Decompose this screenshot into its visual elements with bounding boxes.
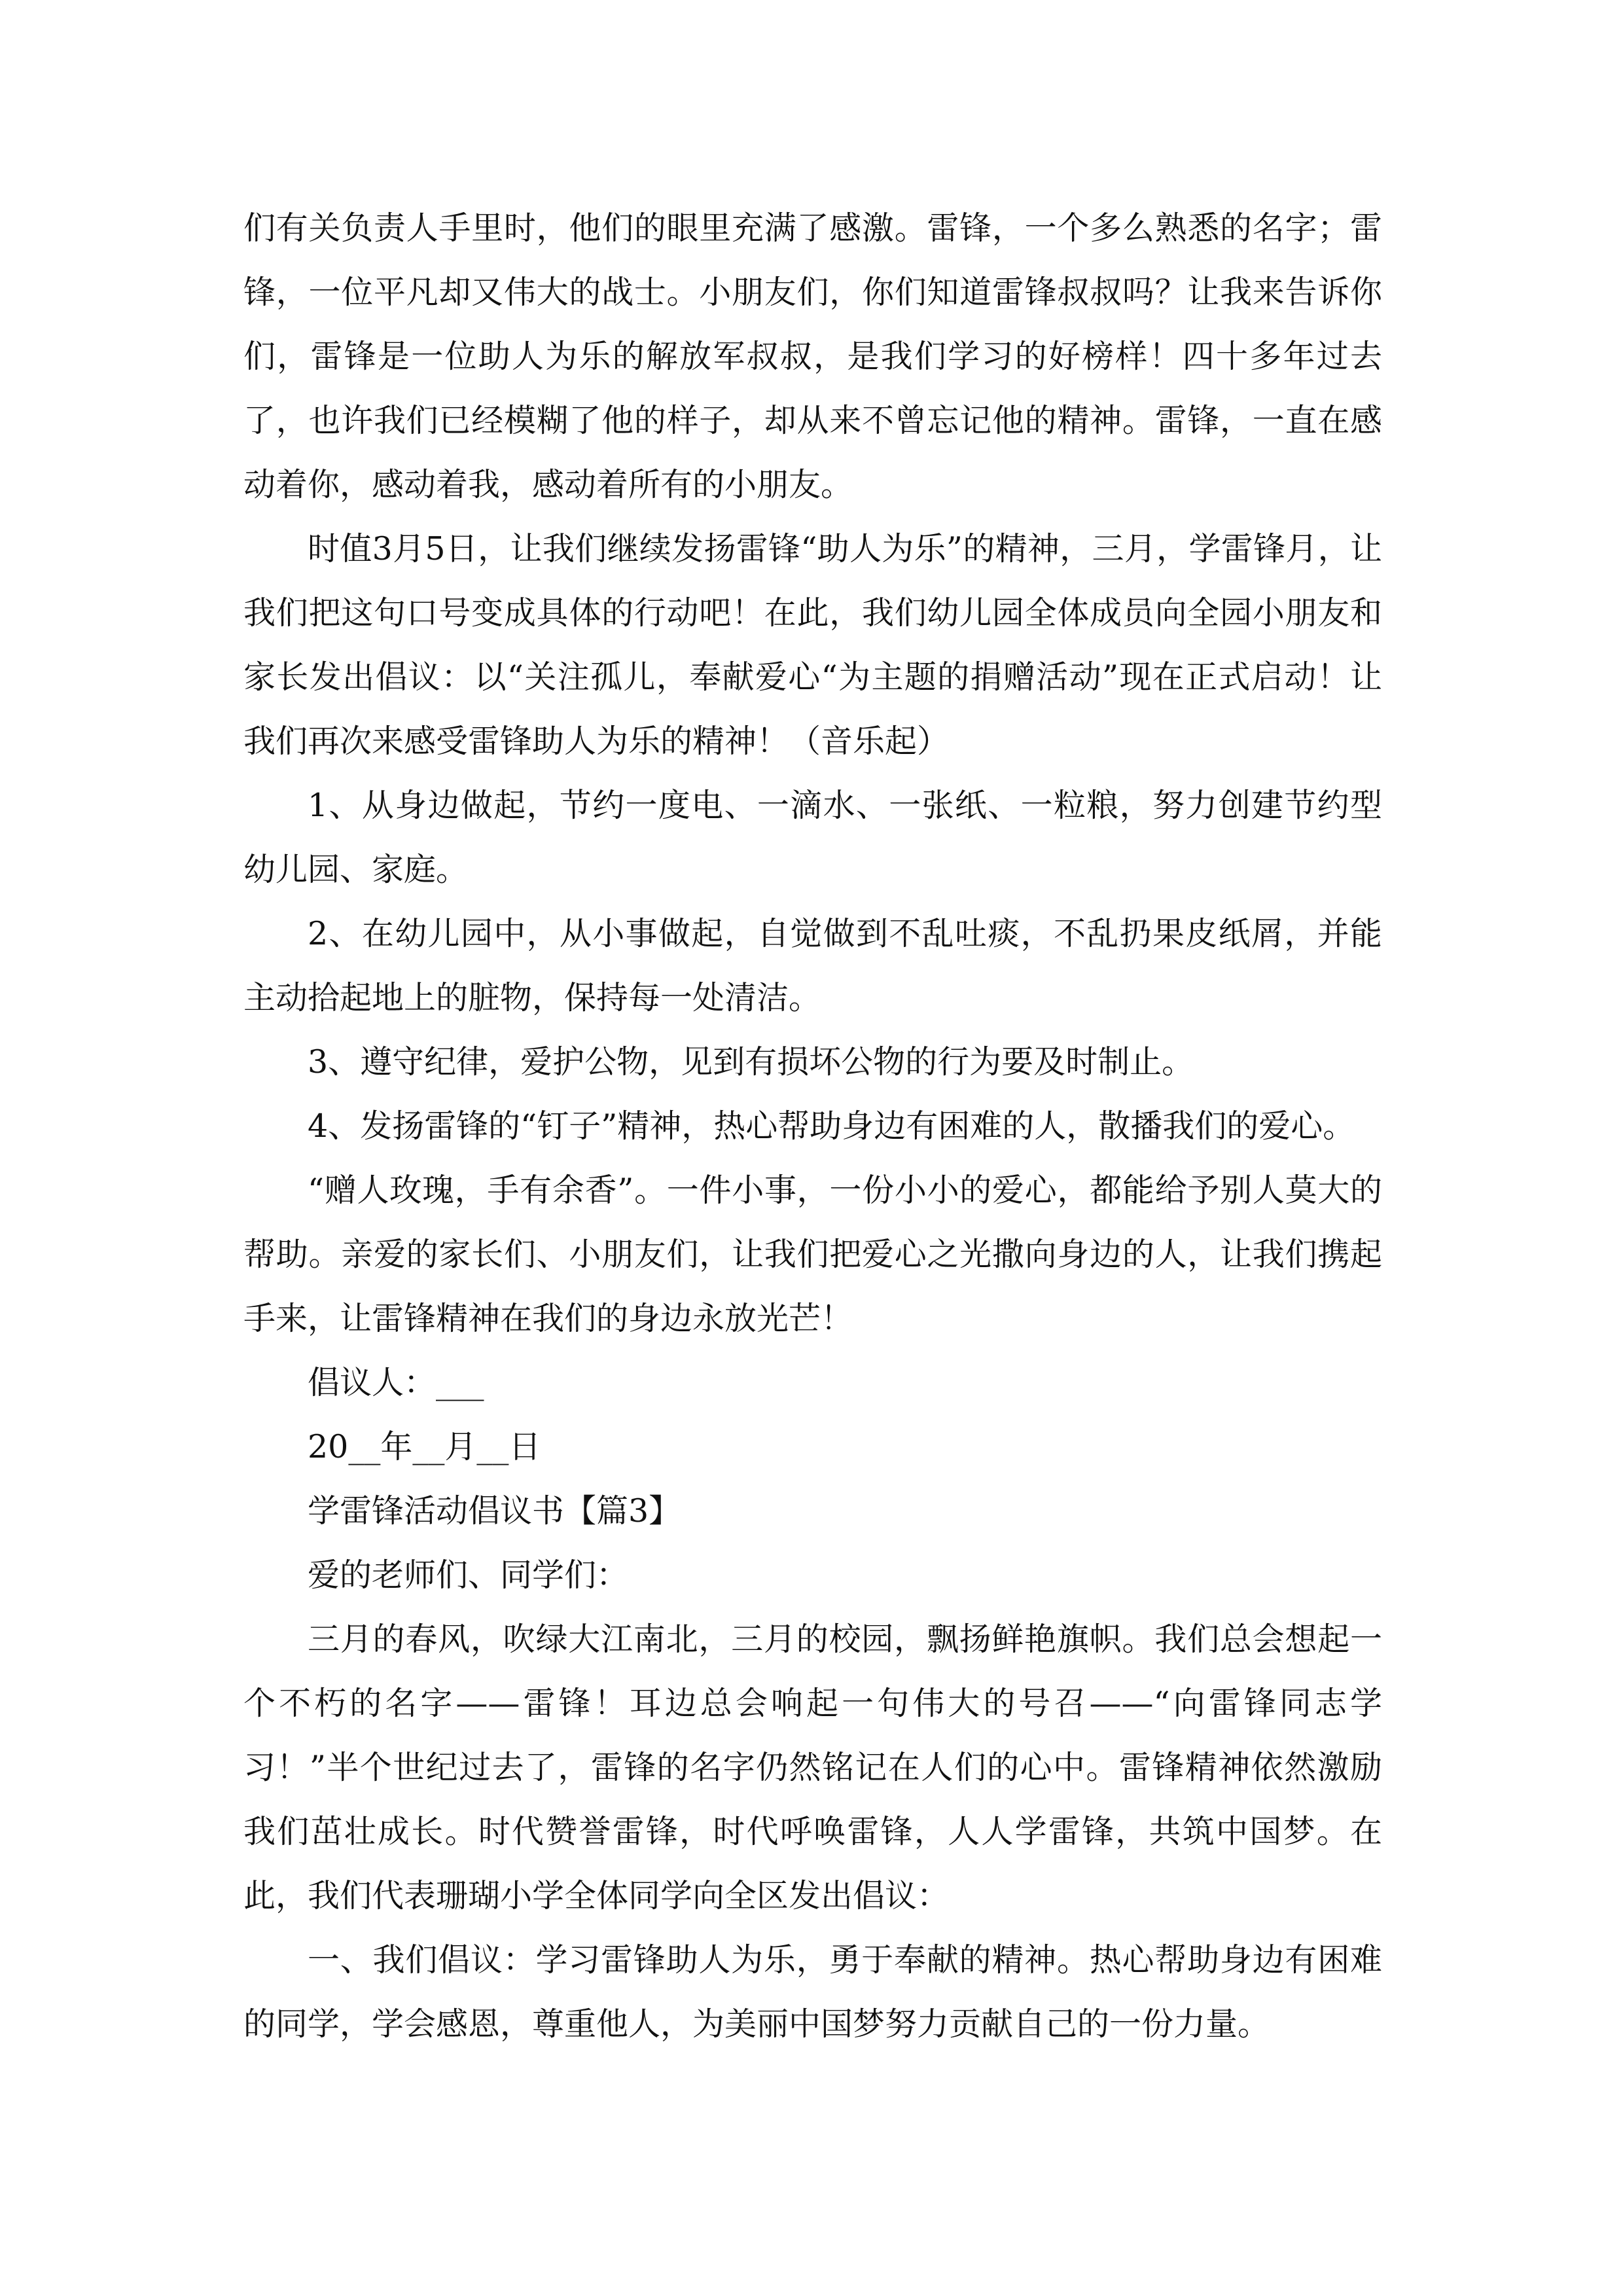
document-body: [243, 196, 1382, 2056]
salutation: 爱的老师们、同学们：: [308, 1556, 629, 1594]
list-item-1: 1、从身边做起，节约一度电、一滴水、一张纸、一粒粮，努力创建节约型幼儿园、家庭。: [243, 787, 1382, 888]
list-item-4: 4、发扬雷锋的“钉子”精神，热心帮助身边有困难的人，散播我们的爱心。: [308, 1107, 1355, 1145]
list-item-3: 3、遵守纪律，爱护公物，见到有损坏公物的行为要及时制止。: [308, 1043, 1194, 1081]
section-paragraph-1: 三月的春风，吹绿大江南北，三月的校园，飘扬鲜艳旗帜。我们总会想起一个不朽的名字——雷锋！耳边总会响起一句伟大的号召——“向雷锋同志学习！”半个世纪过去了，雷锋的名字仍然铭记在人们的心中。雷锋精神依然激励我们茁壮成长。时代赞誉雷锋，时代呼唤雷锋，人人学雷锋，共筑中国梦。在此，我们代表珊瑚小学全体同学向全区发出倡议：: [243, 1621, 1382, 1914]
signature-line: 倡议人：___: [308, 1364, 484, 1401]
list-item-2: 2、在幼儿园中，从小事做起，自觉做到不乱吐痰，不乱扔果皮纸屑，并能主动拾起地上的脏物，保持每一处清洁。: [243, 915, 1382, 1016]
date-line: 20__年__月__日: [308, 1428, 541, 1465]
section-title: 学雷锋活动倡议书【篇3】: [308, 1492, 681, 1530]
paragraph-2: 时值3月5日，让我们继续发扬雷锋“助人为乐”的精神，三月，学雷锋月，让我们把这句口号变成具体的行动吧！在此，我们幼儿园全体成员向全园小朋友和家长发出倡议：以“关注孤儿，奉献爱心“为主题的捐赠活动”现在正式启动！让我们再次来感受雷锋助人为乐的精神！（音乐起）: [243, 530, 1382, 760]
paragraph-1: 们有关负责人手里时，他们的眼里充满了感激。雷锋，一个多么熟悉的名字；雷锋，一位平凡却又伟大的战士。小朋友们，你们知道雷锋叔叔吗？让我来告诉你们，雷锋是一位助人为乐的解放军叔叔，是我们学习的好榜样！四十多年过去了，也许我们已经模糊了他的样子，却从来不曾忘记他的精神。雷锋，一直在感动着你，感动着我，感动着所有的小朋友。: [243, 209, 1382, 503]
closing-paragraph: “赠人玫瑰，手有余香”。一件小事，一份小小的爱心，都能给予别人莫大的帮助。亲爱的家长们、小朋友们，让我们把爱心之光撒向身边的人，让我们携起手来，让雷锋精神在我们的身边永放光芒！: [243, 1172, 1382, 1337]
section-paragraph-2: 一、我们倡议：学习雷锋助人为乐，勇于奉献的精神。热心帮助身边有困难的同学，学会感恩，尊重他人，为美丽中国梦努力贡献自己的一份力量。: [243, 1941, 1382, 2043]
